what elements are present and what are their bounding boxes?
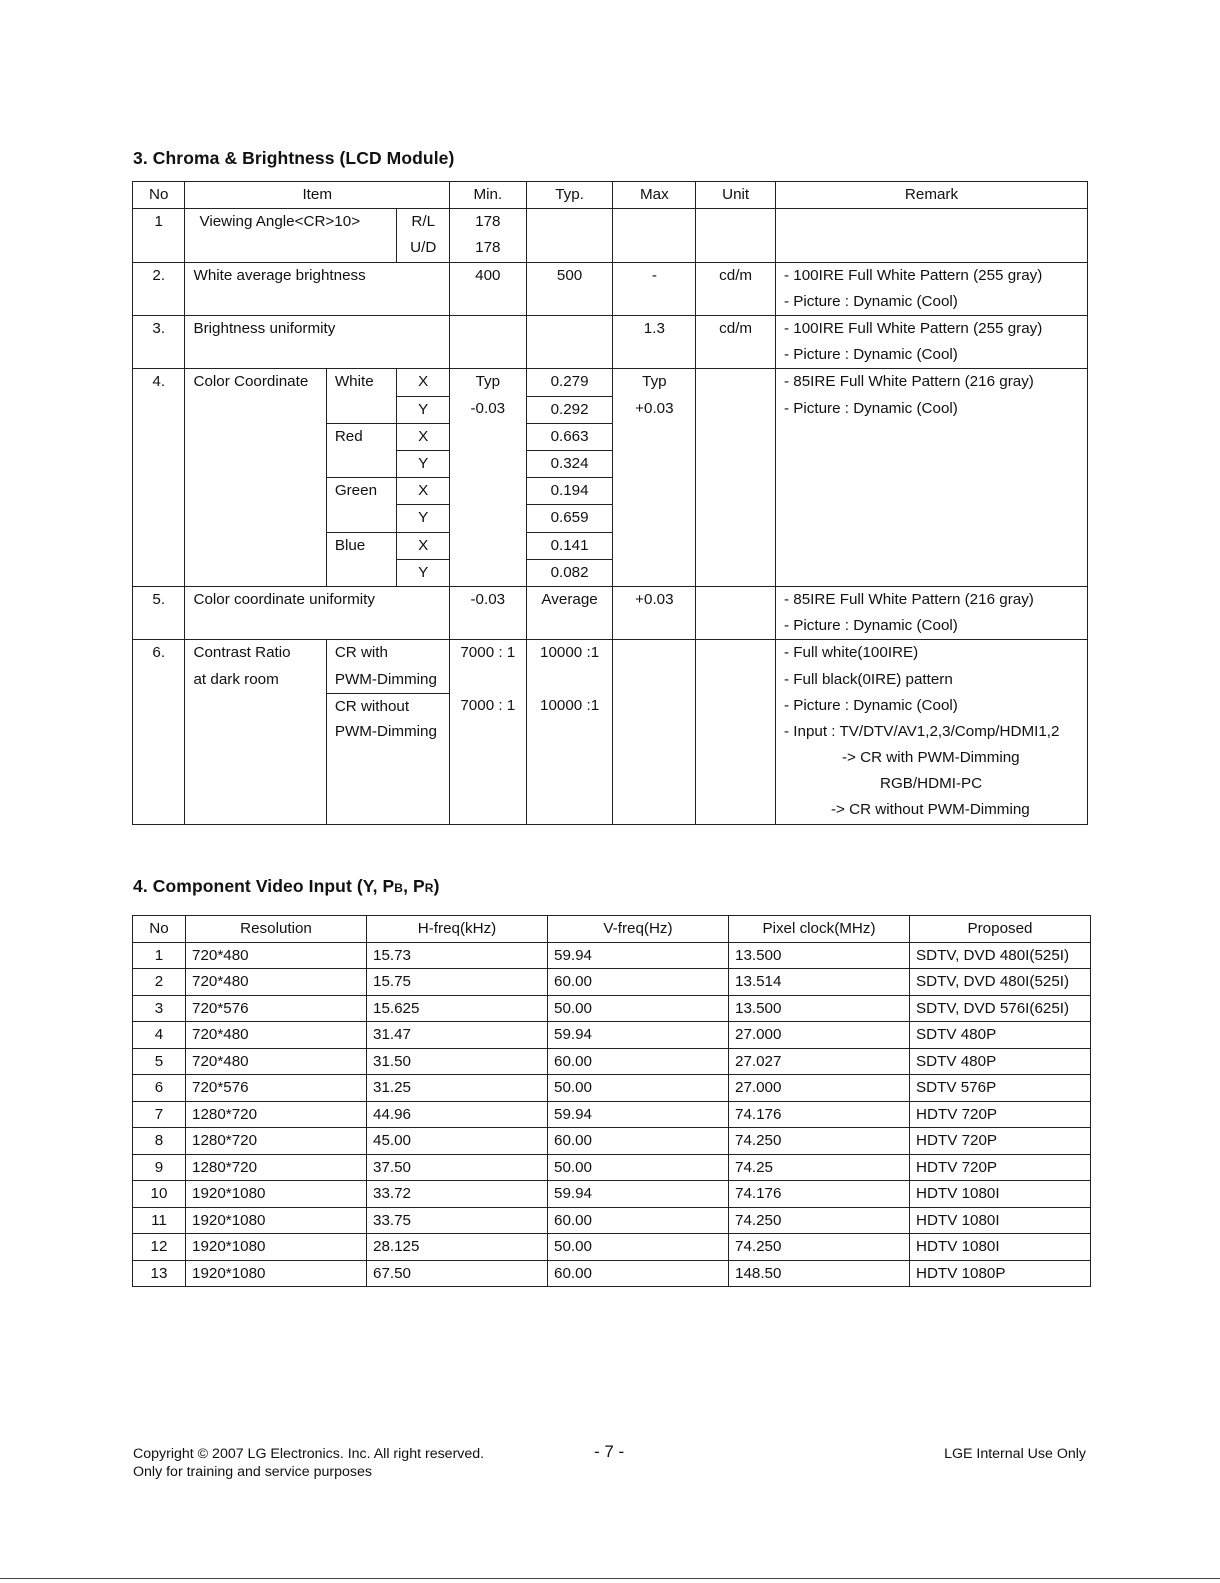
table-row: [133, 995, 1091, 1022]
white-x: 0.279: [526, 369, 613, 396]
header-remark: Remark: [776, 182, 1088, 209]
remark-line: - Full white(100IRE): [784, 644, 919, 662]
table-cell: 1280*720: [186, 1128, 367, 1155]
table-cell: 7: [133, 1101, 186, 1128]
title-sep: , P: [403, 876, 425, 896]
min-value: -0.03: [449, 586, 526, 639]
header-cell: H-freq(kHz): [367, 916, 548, 943]
row-no: 4.: [133, 369, 185, 587]
table-row: [133, 1154, 1091, 1181]
table-cell: 9: [133, 1154, 186, 1181]
table-cell: 720*576: [186, 1075, 367, 1102]
remark-line: -> CR without PWM-Dimming: [831, 801, 1030, 819]
empty-cell: [526, 209, 613, 262]
row-item: White average brightness: [185, 262, 449, 315]
color-green: Green: [326, 478, 397, 532]
remark-line: - Picture : Dynamic (Cool): [784, 292, 958, 310]
remark: [776, 262, 1088, 315]
table-cell: 11: [133, 1207, 186, 1234]
blue-y: 0.082: [526, 559, 613, 586]
y-label: Y: [397, 396, 449, 423]
header-unit: Unit: [696, 182, 776, 209]
table-cell: 33.75: [367, 1207, 548, 1234]
max-range: [613, 369, 696, 587]
min-values: [449, 640, 526, 824]
table-row: [133, 1260, 1091, 1287]
header-no: No: [133, 182, 185, 209]
table-body: [133, 942, 1091, 1287]
table-cell: 31.25: [367, 1075, 548, 1102]
cr-conditions: [326, 640, 449, 824]
table-cell: 59.94: [548, 942, 729, 969]
max-value: +0.03: [613, 586, 696, 639]
cr-line: PWM-Dimming: [334, 670, 437, 688]
table-cell: 27.000: [729, 1022, 910, 1049]
remark: [776, 315, 1088, 368]
min-value: 400: [449, 262, 526, 315]
table-cell: 28.125: [367, 1234, 548, 1261]
cr-line: CR with: [334, 644, 388, 662]
title-sub-r: R: [424, 881, 434, 895]
table-row: [133, 1207, 1091, 1234]
row-item: Brightness uniformity: [185, 315, 449, 368]
table-cell: 37.50: [367, 1154, 548, 1181]
min-line: -0.03: [470, 399, 506, 417]
footer-left: [133, 1445, 484, 1481]
table-cell: 60.00: [548, 969, 729, 996]
x-label: X: [397, 532, 449, 559]
table-cell: 13.500: [729, 942, 910, 969]
table-cell: 6: [133, 1075, 186, 1102]
header-cell: Proposed: [910, 916, 1091, 943]
table-cell: 59.94: [548, 1101, 729, 1128]
table-cell: 1920*1080: [186, 1260, 367, 1287]
table-cell: 720*480: [186, 969, 367, 996]
chroma-brightness-table-body: [132, 181, 1088, 825]
empty-cell: [613, 640, 696, 824]
row-no: 1: [133, 209, 185, 262]
table-row: [133, 969, 1091, 996]
header-cell: Pixel clock(MHz): [729, 916, 910, 943]
table-cell: HDTV 720P: [910, 1101, 1091, 1128]
table-cell: 50.00: [548, 1075, 729, 1102]
table-cell: 50.00: [548, 995, 729, 1022]
table-row: [133, 369, 1088, 396]
red-y: 0.324: [526, 450, 613, 477]
row-item: [185, 640, 326, 824]
table-cell: SDTV 480P: [910, 1048, 1091, 1075]
header-item: Item: [185, 182, 449, 209]
table-row: [133, 1101, 1091, 1128]
table-row: [133, 209, 1088, 236]
remark: [776, 369, 1088, 587]
remark-line: -> CR with PWM-Dimming: [842, 749, 1020, 767]
remark-line: - Picture : Dynamic (Cool): [784, 696, 958, 714]
table-cell: 1920*1080: [186, 1181, 367, 1208]
table-cell: 1280*720: [186, 1154, 367, 1181]
header-cell: No: [133, 916, 186, 943]
empty-cell: [776, 209, 1088, 262]
table-cell: 5: [133, 1048, 186, 1075]
cr-line: CR without: [327, 693, 449, 719]
empty-cell: [526, 315, 613, 368]
typ-value: Average: [526, 586, 613, 639]
unit-value: cd/m: [696, 262, 776, 315]
table-row: [133, 1234, 1091, 1261]
typ-values: [526, 640, 613, 824]
table-cell: 31.47: [367, 1022, 548, 1049]
table-cell: 27.000: [729, 1075, 910, 1102]
header-typ: Typ.: [526, 182, 613, 209]
row-no: 5.: [133, 586, 185, 639]
color-blue: Blue: [326, 532, 397, 586]
row-item: Color coordinate uniformity: [185, 586, 449, 639]
table-cell: 1920*1080: [186, 1234, 367, 1261]
min-rl: 178: [449, 209, 526, 236]
header-cell: Resolution: [186, 916, 367, 943]
y-label: Y: [397, 450, 449, 477]
max-value: 1.3: [613, 315, 696, 368]
table-cell: 720*480: [186, 1048, 367, 1075]
table-cell: 1920*1080: [186, 1207, 367, 1234]
color-white: White: [326, 369, 397, 423]
table-cell: HDTV 1080P: [910, 1260, 1091, 1287]
title-sub-b: B: [394, 881, 404, 895]
empty-cell: [696, 586, 776, 639]
table-cell: 15.625: [367, 995, 548, 1022]
row-no: 3.: [133, 315, 185, 368]
remark-line: - 100IRE Full White Pattern (255 gray): [784, 266, 1043, 284]
green-y: 0.659: [526, 505, 613, 532]
table-cell: 1: [133, 942, 186, 969]
ud-label: U/D: [397, 235, 449, 262]
remark-line: - 100IRE Full White Pattern (255 gray): [784, 319, 1043, 337]
table-cell: 13.514: [729, 969, 910, 996]
x-label: X: [397, 369, 449, 396]
table-cell: 60.00: [548, 1207, 729, 1234]
table-cell: HDTV 1080I: [910, 1181, 1091, 1208]
table-cell: 13: [133, 1260, 186, 1287]
min-line: Typ: [475, 373, 501, 391]
row-item: Viewing Angle<CR>10>: [185, 209, 397, 262]
table-cell: 33.72: [367, 1181, 548, 1208]
title-end: ): [433, 876, 440, 896]
table-cell: 2: [133, 969, 186, 996]
typ-without: 10000 :1: [540, 696, 600, 714]
table-cell: 15.75: [367, 969, 548, 996]
remark: [776, 640, 1088, 824]
purpose-text: Only for training and service purposes: [133, 1464, 372, 1480]
empty-cell: [613, 209, 696, 262]
empty-cell: [696, 369, 776, 587]
table-row: [133, 1075, 1091, 1102]
table-cell: 67.50: [367, 1260, 548, 1287]
table-cell: 31.50: [367, 1048, 548, 1075]
table-row: [133, 1181, 1091, 1208]
table-cell: 60.00: [548, 1128, 729, 1155]
color-red: Red: [326, 423, 397, 477]
copyright-text: Copyright © 2007 LG Electronics. Inc. All right reserved.: [133, 1446, 485, 1462]
section-title-component-video: [133, 876, 440, 897]
max-line: Typ: [642, 373, 667, 391]
remark-line: - 85IRE Full White Pattern (216 gray): [784, 590, 1034, 608]
y-label: Y: [397, 559, 449, 586]
table-cell: SDTV, DVD 576I(625I): [910, 995, 1091, 1022]
remark-line: - 85IRE Full White Pattern (216 gray): [784, 373, 1034, 391]
empty-cell: [696, 640, 776, 824]
unit-value: cd/m: [696, 315, 776, 368]
table-cell: 148.50: [729, 1260, 910, 1287]
empty-cell: [449, 315, 526, 368]
table-row: [133, 586, 1088, 639]
table-cell: 720*480: [186, 1022, 367, 1049]
table-cell: 50.00: [548, 1234, 729, 1261]
component-video-table: [132, 915, 1091, 1287]
table-cell: 4: [133, 1022, 186, 1049]
table-cell: 27.027: [729, 1048, 910, 1075]
table-cell: 1280*720: [186, 1101, 367, 1128]
green-x: 0.194: [526, 478, 613, 505]
blue-x: 0.141: [526, 532, 613, 559]
bottom-rule: [0, 1578, 1220, 1579]
typ-value: 500: [526, 262, 613, 315]
table-cell: SDTV, DVD 480I(525I): [910, 942, 1091, 969]
table-cell: SDTV, DVD 480I(525I): [910, 969, 1091, 996]
item-line: at dark room: [193, 670, 279, 688]
table-cell: HDTV 720P: [910, 1154, 1091, 1181]
table-cell: 74.250: [729, 1207, 910, 1234]
table-cell: SDTV 576P: [910, 1075, 1091, 1102]
remark-line: - Picture : Dynamic (Cool): [784, 399, 958, 417]
remark-line: RGB/HDMI-PC: [880, 775, 983, 793]
table-cell: 8: [133, 1128, 186, 1155]
table-row: [133, 640, 1088, 824]
red-x: 0.663: [526, 423, 613, 450]
table-cell: 59.94: [548, 1022, 729, 1049]
table-row: [133, 1128, 1091, 1155]
x-label: X: [397, 478, 449, 505]
page-number: - 7 -: [594, 1442, 625, 1461]
remark-line: - Full black(0IRE) pattern: [784, 670, 953, 688]
min-ud: 178: [449, 235, 526, 262]
remark-line: - Picture : Dynamic (Cool): [784, 346, 958, 364]
table-row: [133, 262, 1088, 315]
y-label: Y: [397, 505, 449, 532]
remark: [776, 586, 1088, 639]
table-cell: 59.94: [548, 1181, 729, 1208]
table-cell: HDTV 720P: [910, 1128, 1091, 1155]
table-cell: 44.96: [367, 1101, 548, 1128]
table-cell: 3: [133, 995, 186, 1022]
table-cell: 12: [133, 1234, 186, 1261]
table-cell: 74.250: [729, 1234, 910, 1261]
table-cell: 13.500: [729, 995, 910, 1022]
min-without: 7000 : 1: [460, 696, 516, 714]
table-header-row: [133, 916, 1091, 943]
min-range: [449, 369, 526, 587]
table-cell: 15.73: [367, 942, 548, 969]
table-cell: 74.176: [729, 1101, 910, 1128]
header-cell: V-freq(Hz): [548, 916, 729, 943]
table-cell: 720*576: [186, 995, 367, 1022]
table-cell: 74.250: [729, 1128, 910, 1155]
header-min: Min.: [449, 182, 526, 209]
remark-line: - Picture : Dynamic (Cool): [784, 617, 958, 635]
item-line: Contrast Ratio: [193, 644, 291, 662]
table-row: [133, 1048, 1091, 1075]
row-no: 2.: [133, 262, 185, 315]
internal-use-label: LGE Internal Use Only: [944, 1446, 1086, 1462]
section-title-chroma-brightness: 3. Chroma & Brightness (LCD Module): [133, 148, 455, 168]
table-row: [133, 315, 1088, 368]
table-cell: 60.00: [548, 1260, 729, 1287]
table-cell: 10: [133, 1181, 186, 1208]
table-cell: 720*480: [186, 942, 367, 969]
table-cell: 74.25: [729, 1154, 910, 1181]
table-cell: 45.00: [367, 1128, 548, 1155]
rl-label: R/L: [397, 209, 449, 236]
cr-line: PWM-Dimming: [334, 722, 437, 740]
empty-cell: [696, 209, 776, 262]
table-cell: SDTV 480P: [910, 1022, 1091, 1049]
remark-line: - Input : TV/DTV/AV1,2,3/Comp/HDMI1,2: [784, 722, 1060, 740]
row-no: 6.: [133, 640, 185, 824]
table-cell: 50.00: [548, 1154, 729, 1181]
table-row: [133, 1022, 1091, 1049]
max-value: -: [613, 262, 696, 315]
row-item: Color Coordinate: [185, 369, 326, 587]
table-cell: 60.00: [548, 1048, 729, 1075]
white-y: 0.292: [526, 396, 613, 423]
title-main: 4. Component Video Input (Y, P: [133, 876, 395, 896]
min-with: 7000 : 1: [460, 644, 516, 662]
header-max: Max: [613, 182, 696, 209]
table-cell: HDTV 1080I: [910, 1207, 1091, 1234]
table-cell: HDTV 1080I: [910, 1234, 1091, 1261]
x-label: X: [397, 423, 449, 450]
table-header-row: [133, 182, 1088, 209]
max-line: +0.03: [635, 399, 674, 417]
table-cell: 74.176: [729, 1181, 910, 1208]
typ-with: 10000 :1: [540, 644, 600, 662]
table-row: [133, 942, 1091, 969]
